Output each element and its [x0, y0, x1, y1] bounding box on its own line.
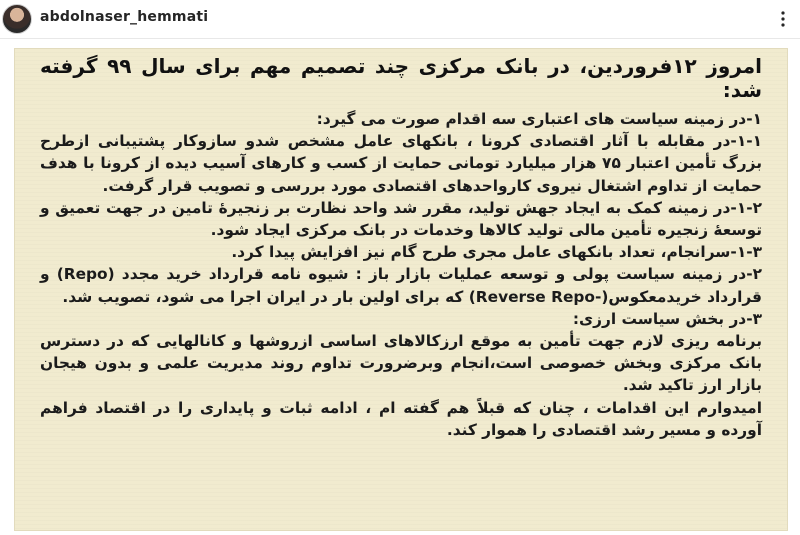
paragraph-1: ۱-در زمینه سیاست های اعتباری سه اقدام صورت می گیرد: — [316, 110, 762, 128]
note-title: امروز ۱۲فروردین، در بانک مرکزی چند تصمیم مهم برای سال ۹۹ گرفته شد: — [40, 54, 762, 102]
paragraph-3: ۳-در بخش سیاست ارزی: — [572, 309, 762, 328]
paragraph-1-3: ۱-۳-سرانجام، تعداد بانکهای عامل مجری طرح گام نیز افزایش پیدا کرد. — [231, 243, 762, 262]
avatar[interactable] — [2, 4, 32, 34]
vertical-ellipsis-icon[interactable] — [780, 10, 786, 28]
paragraph-3-body: برنامه ریزی لازم جهت تأمین به موقع ارزکالاهای اساسی ازروشها و کانالهایی که در دسترس بانک مرکزی وبخش خصوصی است،انجام وبرضرورت تداوم روند مدیریت علمی و بدون هیجان بازار ارز تاکید شد. — [40, 332, 762, 395]
paragraph-1-2: ۱-۲-در زمینه کمک به ایجاد جهش تولید، مقرر شد واحد نظارت بر زنجیرهٔ تامین در جهت تعمیق و توسعهٔ زنجیره تأمین مالی تولید کالاها وخدمات در بانک مرکزی ایجاد شود. — [40, 198, 762, 240]
post-header — [0, 0, 800, 39]
closing-paragraph: امیدوارم این اقدامات ، چنان که قبلاً هم گفته ام ، ادامه ثبات و پایداری را در اقتصاد فراهم آورده و مسیر رشد اقتصادی را هموار کند. — [40, 398, 762, 439]
paragraph-1-1: ۱-۱-در مقابله با آثار اقتصادی کرونا ، بانکهای عامل مشخص شدو سازوکار پشتیبانی ازطرح بزرگ تأمین اعتبار ۷۵ هزار میلیارد تومانی حمایت از کسب و کارهای آسیب دیده از کرونا با هدف حمایت از تداوم اشتغال نیروی کارواحدهای اقتصادی مورد بررسی و تصویب قرار گرفت. — [40, 132, 763, 195]
paragraph-2: ۲-در زمینه سیاست پولی و توسعه عملیات بازار باز : شیوه نامه قرارداد خرید مجدد (Repo) و قرارداد خریدمعکوس(-Reverse Repo) که برای اولین بار در ایران اجرا می شود، تصویب شد. — [40, 265, 762, 306]
username[interactable]: abdolnaser_hemmati — [40, 9, 209, 25]
note-text — [40, 54, 762, 441]
note-image — [14, 48, 788, 531]
